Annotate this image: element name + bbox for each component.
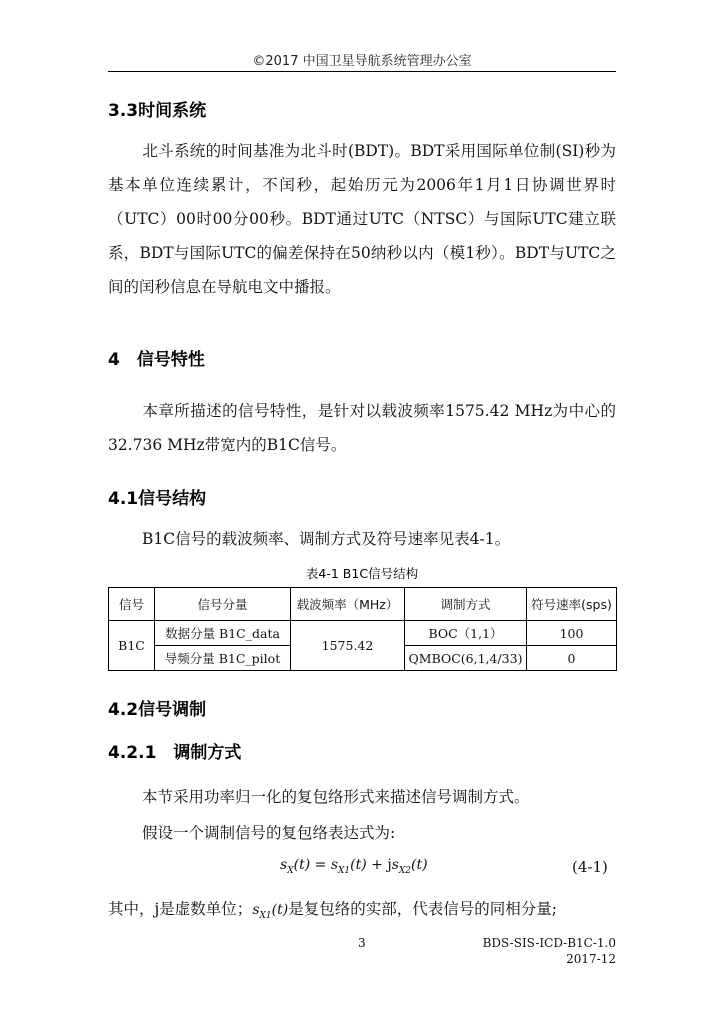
section-3-3-text: 北斗系统的时间基准为北斗时(BDT)。BDT采用国际单位制(SI)秒为基本单位连续累计，不闰秒，起始历元为2006年1月1日协调世界时（UTC）00时00分00秒。BDT通过UTC（NTSC）与国际UTC建立联系，BDT与国际UTC的偏差保持在50纳秒以内（模1秒）。BDT与UTC之间的闰秒信息在导航电文中播报。: [108, 142, 616, 296]
modulation-cell: BOC（1,1）: [405, 621, 527, 646]
inline-formula-symbol: s: [252, 902, 260, 918]
page-header: ©2017 中国卫星导航系统管理办公室: [252, 54, 472, 69]
formula-subscript: X2: [398, 865, 412, 876]
page-number: 3: [358, 936, 366, 950]
inline-formula-subscript: X1: [259, 910, 272, 921]
section-4-2-1-title: 4.2.1 调制方式: [108, 743, 242, 763]
signal-structure-table: [108, 587, 617, 671]
table-header-cell: 信号: [109, 588, 155, 621]
document-date: 2017-12: [566, 952, 616, 966]
section-4-2-1-paragraph-2: [108, 816, 616, 850]
section-4-2-1-paragraph-1: [108, 780, 616, 814]
section-3-3-title: 3.3时间系统: [108, 101, 207, 121]
table-row: [109, 621, 617, 646]
table-header-cell: 调制方式: [405, 588, 527, 621]
symbol-rate-cell: 0: [527, 646, 617, 671]
table-header-cell: 信号分量: [155, 588, 291, 621]
formula-argument: (t): [350, 857, 367, 873]
table-header-row: [109, 588, 617, 621]
formula-argument: (t): [411, 857, 428, 873]
formula-operator: =: [310, 857, 331, 873]
document-id: BDS-SIS-ICD-B1C-1.0: [482, 936, 616, 950]
formula-subscript: X: [287, 865, 294, 876]
component-cell: 导频分量 B1C_pilot: [155, 646, 291, 671]
section-4-paragraph: [108, 394, 616, 462]
equation-number: (4-1): [572, 858, 608, 876]
section-4-2-1-text-2: 假设一个调制信号的复包络表达式为:: [142, 824, 396, 842]
signal-cell: B1C: [109, 621, 155, 671]
symbol-rate-cell: 100: [527, 621, 617, 646]
section-4-text: 本章所描述的信号特性，是针对以载波频率1575.42 MHz为中心的32.736 MHz带宽内的B1C信号。: [108, 402, 616, 454]
last-line-suffix: 是复包络的实部，代表信号的同相分量;: [288, 900, 557, 918]
section-4-1-title: 4.1信号结构: [108, 489, 207, 509]
section-4-1-text: B1C信号的载波频率、调制方式及符号速率见表4-1。: [142, 530, 511, 548]
table-caption: 表4-1 B1C信号结构: [305, 566, 419, 581]
formula-operator: + j: [366, 857, 392, 873]
section-4-1-paragraph: [108, 522, 616, 556]
header-divider: [108, 71, 616, 72]
carrier-frequency-cell: 1575.42: [291, 621, 405, 671]
table-header-cell: 载波频率（MHz）: [291, 588, 405, 621]
last-line: [108, 892, 616, 933]
section-3-3-paragraph: [108, 134, 616, 304]
modulation-cell: QMBOC(6,1,4/33): [405, 646, 527, 671]
equation-4-1: [280, 857, 428, 876]
component-cell: 数据分量 B1C_data: [155, 621, 291, 646]
section-4-2-1-text-1: 本节采用功率归一化的复包络形式来描述信号调制方式。: [142, 788, 530, 806]
formula-subscript: X1: [338, 865, 351, 876]
table-header-cell: 符号速率(sps): [527, 588, 617, 621]
formula-argument: (t): [293, 857, 311, 873]
inline-formula-argument: (t): [271, 902, 289, 918]
section-4-title: 4 信号特性: [108, 350, 205, 370]
last-line-prefix: 其中，j是虚数单位；: [108, 900, 253, 918]
formula-symbol: s: [330, 857, 338, 873]
formula-symbol: s: [280, 857, 288, 873]
section-4-2-title: 4.2信号调制: [108, 700, 207, 720]
formula-symbol: s: [391, 857, 399, 873]
